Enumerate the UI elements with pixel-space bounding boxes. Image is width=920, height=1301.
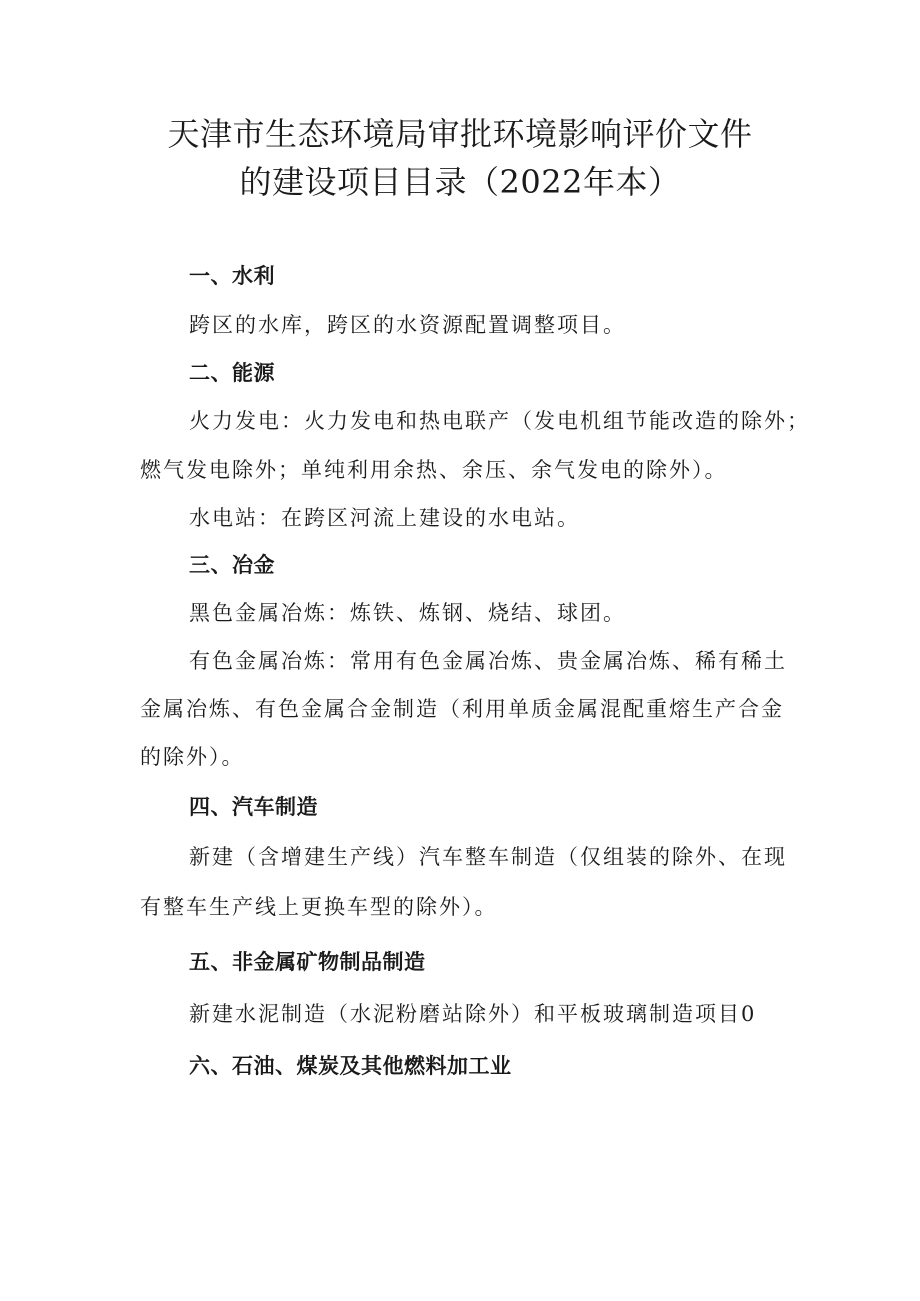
document-title-line-2: 的建设项目目录（2022年本） (239, 163, 681, 201)
section-heading-nonmetal-minerals: 五、非金属矿物制品制造 (189, 950, 426, 974)
section-text: 的除外）。 (140, 745, 245, 769)
section-text: 黑色金属冶炼：炼铁、炼钢、烧结、球团。 (189, 601, 626, 625)
section-text: 新建（含增建生产线）汽车整车制造（仅组装的除外、在现 (189, 845, 787, 869)
section-text: 有色金属冶炼：常用有色金属冶炼、贵金属冶炼、稀有稀土 (189, 649, 787, 673)
section-text: 金属冶炼、有色金属合金制造（利用单质金属混配重熔生产合金 (140, 697, 784, 721)
section-text: 新建水泥制造（水泥粉磨站除外）和平板玻璃制造项目0 (189, 1002, 757, 1026)
section-text: 燃气发电除外；单纯利用余热、余压、余气发电的除外）。 (140, 458, 728, 482)
section-text: 水电站：在跨区河流上建设的水电站。 (189, 506, 580, 530)
section-text: 有整车生产线上更换车型的除外）。 (140, 895, 498, 919)
section-heading-metallurgy: 三、冶金 (189, 553, 275, 577)
section-heading-water: 一、水利 (189, 264, 275, 288)
section-text: 跨区的水库，跨区的水资源配置调整项目。 (189, 313, 626, 337)
document-title-line-1: 天津市生态环境局审批环境影响评价文件 (167, 115, 753, 153)
section-heading-energy: 二、能源 (189, 361, 275, 385)
section-heading-petroleum-coal: 六、石油、煤炭及其他燃料加工业 (189, 1054, 512, 1078)
section-heading-automotive: 四、汽车制造 (189, 795, 318, 819)
section-text: 火力发电：火力发电和热电联产（发电机组节能改造的除外； (189, 409, 810, 433)
